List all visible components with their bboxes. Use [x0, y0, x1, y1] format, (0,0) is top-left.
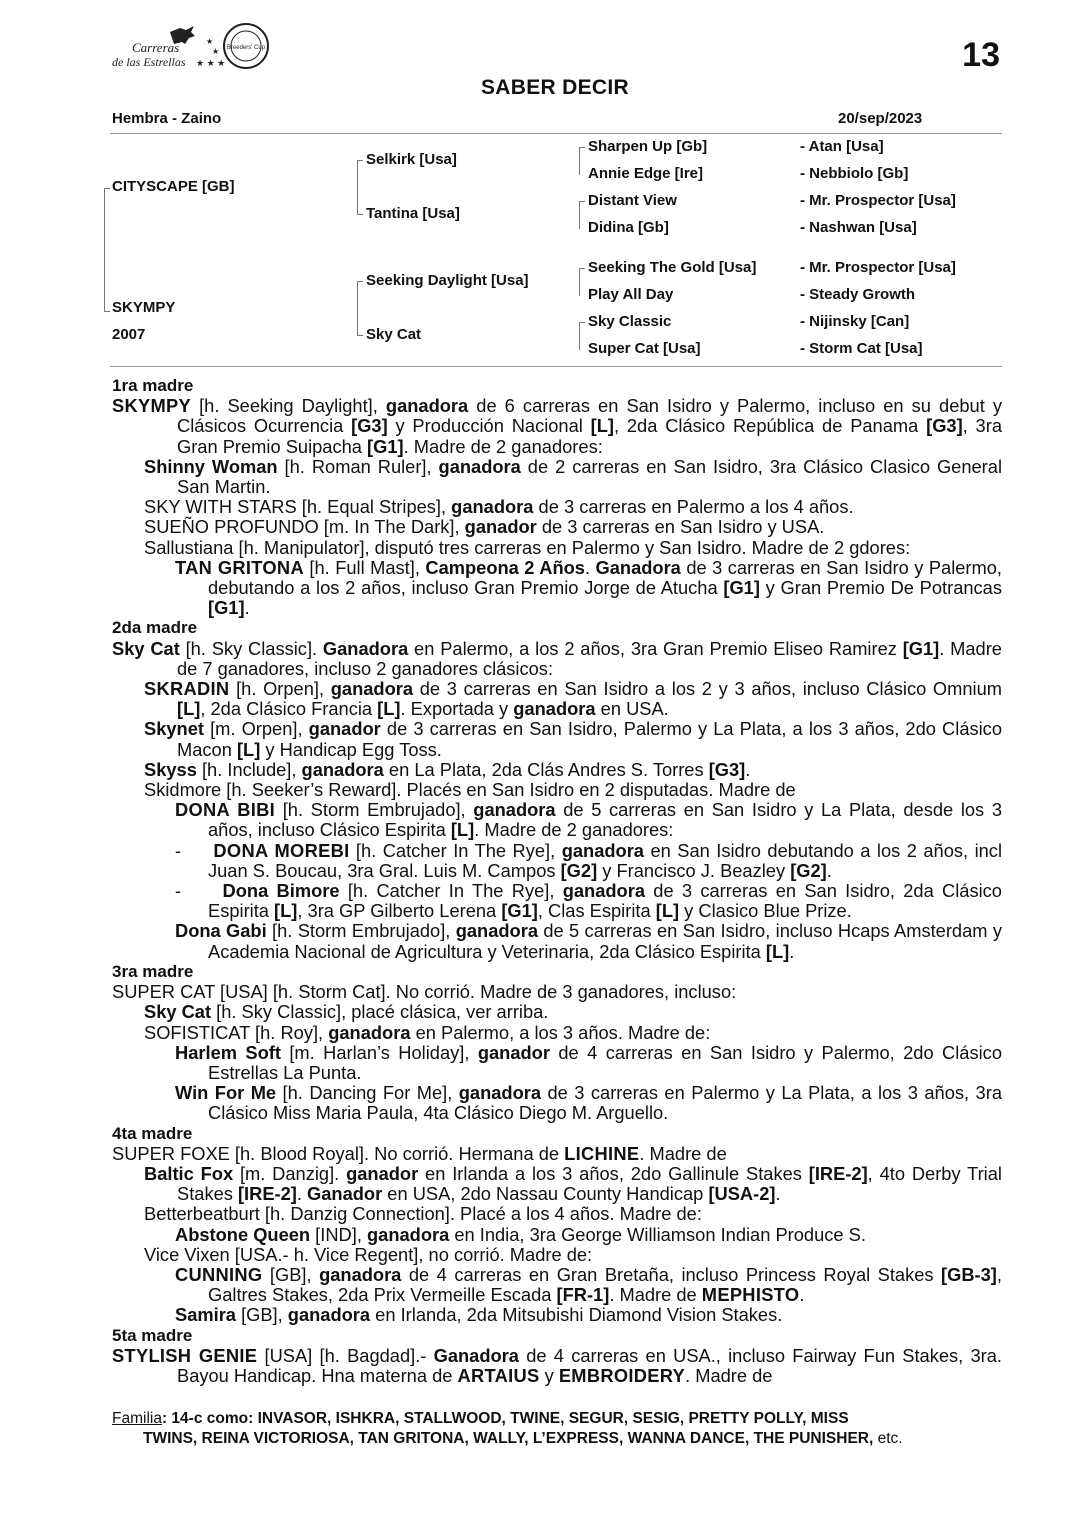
entry-sofisticat: SOFISTICAT [h. Roy], ganadora en Palermo, a los 3 años. Madre de:	[144, 1021, 711, 1043]
sale-date: 20/sep/2023	[838, 110, 923, 127]
ped-g3-3: Distant View	[588, 192, 677, 209]
ped-g3-5: Seeking The Gold [Usa]	[588, 259, 757, 276]
ped-g2-3: Seeking Daylight [Usa]	[366, 272, 529, 289]
entry-dona-gabi: Dona Gabi [h. Storm Embrujado], ganadora de 5 carreras en San Isidro, incluso Hcaps Amsterdam y Academia Nacional de Agricultura y Veterinaria, 2da Clásico Espirita [L].	[175, 920, 1002, 962]
entry-skynet: Skynet [m. Orpen], ganador de 3 carreras en San Isidro, Palermo y La Plata, a los 3 años, 2do Clásico Macon [L] y Handicap Egg Toss.	[144, 718, 1002, 760]
ped-g4-2: - Nebbiolo [Gb]	[800, 165, 909, 182]
svg-text:★: ★	[212, 47, 220, 56]
entry-super-foxe: SUPER FOXE [h. Blood Royal]. No corrió. Hermana de LICHINE. Madre de	[112, 1142, 727, 1164]
entry-win-for-me: Win For Me [h. Dancing For Me], ganadora de 3 carreras en Palermo y La Plata, a los 3 años, 3ra Clásico Miss Maria Paula, 4ta Clásico Diego M. Arguello.	[175, 1082, 1002, 1124]
section-4ta-madre: 4ta madre	[112, 1123, 193, 1143]
logo-text-2: de las Estrellas	[112, 55, 186, 69]
ped-g2-1: Selkirk [Usa]	[366, 151, 457, 168]
entry-baltic-fox: Baltic Fox [m. Danzig]. ganador en Irlanda a los 3 años, 2do Gallinule Stakes [IRE-2], 4to Derby Trial Stakes [IRE-2]. Ganador en USA, 2do Nassau County Handicap [USA-2].	[144, 1162, 1002, 1205]
logo-graphic	[110, 22, 280, 74]
entry-vice-vixen: Vice Vixen [USA.- h. Vice Regent], no corrió. Madre de:	[144, 1243, 593, 1265]
familia-etc: etc.	[877, 1430, 903, 1447]
entry-sallustiana: Sallustiana [h. Manipulator], disputó tres carreras en Palermo y San Isidro. Madre de 2 gdores:	[144, 536, 911, 558]
ped-g4-5: - Mr. Prospector [Usa]	[800, 259, 956, 276]
entry-skympy: SKYMPY [h. Seeking Daylight], ganadora de 6 carreras en San Isidro y Palermo, incluso en su debut y Clásicos Ocurrencia [G3] y Producción Nacional [L], 2da Clásico República de Panama [G3], 3ra Gran Premio Suipacha [G1]. Madre de 2 ganadores:	[112, 395, 1002, 457]
ped-g4-7: - Nijinsky [Can]	[800, 313, 910, 330]
ped-g2-4: Sky Cat	[366, 326, 422, 343]
section-3ra-madre: 3ra madre	[112, 961, 194, 981]
entry-sky-with-stars: SKY WITH STARS [h. Equal Stripes], ganadora de 3 carreras en Palermo a los 4 años.	[144, 496, 854, 518]
svg-text:★ ★ ★: ★ ★ ★	[196, 58, 226, 68]
familia-label: Familia	[112, 1410, 162, 1427]
entry-skradin: SKRADIN [h. Orpen], ganadora de 3 carreras en San Isidro a los 2 y 3 años, incluso Clásico Omnium [L], 2da Clásico Francia [L]. Exportada y ganadora en USA.	[144, 678, 1003, 720]
logo-text-1: Carreras	[132, 40, 180, 55]
familia-members-1: INVASOR, ISHKRA, STALLWOOD, TWINE, SEGUR, SESIG, PRETTY POLLY, MISS	[257, 1410, 849, 1427]
entry-skidmore: Skidmore [h. Seeker’s Reward]. Placés en San Isidro en 2 disputadas. Madre de	[144, 779, 796, 801]
entry-abstone-queen: Abstone Queen [IND], ganadora en India, 3ra George Williamson Indian Produce S.	[175, 1223, 866, 1245]
sex-color: Hembra - Zaino	[112, 110, 222, 127]
entry-sky-cat-2: Sky Cat [h. Sky Classic], placé clásica, ver arriba.	[144, 1001, 549, 1023]
familia-text: : 14-c como:	[161, 1410, 254, 1427]
section-2da-madre: 2da madre	[112, 618, 198, 638]
ped-g4-1: - Atan [Usa]	[800, 138, 884, 155]
section-5ta-madre: 5ta madre	[112, 1325, 193, 1345]
entry-stylish-genie: STYLISH GENIE [USA] [h. Bagdad].- Ganadora de 4 carreras en USA., incluso Fairway Fun Stakes, 3ra. Bayou Handicap. Hna materna de ARTAIUS y EMBROIDERY. Madre de	[112, 1344, 1003, 1386]
ped-dam-year: 2007	[112, 326, 146, 343]
ped-g4-8: - Storm Cat [Usa]	[800, 340, 923, 357]
section-1ra-madre: 1ra madre	[112, 376, 194, 395]
ped-sire: CITYSCAPE [GB]	[112, 178, 235, 195]
ped-g3-4: Didina [Gb]	[588, 219, 669, 236]
entry-dona-bibi: DONA BIBI [h. Storm Embrujado], ganadora de 5 carreras en San Isidro y La Plata, desde los 3 años, incluso Clásico Espirita [L]. Madre de 2 ganadores:	[175, 799, 1002, 841]
entry-sueno-profundo: SUEÑO PROFUNDO [m. In The Dark], ganador de 3 carreras en San Isidro y USA.	[144, 516, 825, 538]
logo	[110, 22, 280, 74]
horse-name: SABER DECIR	[481, 76, 629, 99]
entry-dona-morebi: - DONA MOREBI [h. Catcher In The Rye], ganadora en San Isidro debutando a los 2 años, incl Juan S. Boucau, 3ra Gral. Luis M. Campos [G2] y Francisco J. Beazley [G2].	[175, 839, 1003, 881]
ped-g3-2: Annie Edge [Ire]	[588, 165, 704, 182]
ped-g4-4: - Nashwan [Usa]	[800, 219, 917, 236]
entry-skyss: Skyss [h. Include], ganadora en La Plata, 2da Clás Andres S. Torres [G3].	[144, 758, 751, 780]
entry-dona-bimore: - Dona Bimore [h. Catcher In The Rye], ganadora de 3 carreras en San Isidro, 2da Clásico Espirita [L], 3ra GP Gilberto Lerena [G1], Clas Espirita [L] y Clasico Blue Prize.	[175, 880, 1002, 922]
female-family-text	[112, 376, 1002, 1386]
entry-cunning: CUNNING [GB], ganadora de 4 carreras en Gran Bretaña, incluso Princess Royal Stakes [GB-3], Galtres Stakes, 2da Prix Vermeille Escada [FR-1]. Madre de MEPHISTO.	[175, 1263, 1002, 1306]
entry-sky-cat: Sky Cat [h. Sky Classic]. Ganadora en Palermo, a los 2 años, 3ra Gran Premio Eliseo Ramirez [G1]. Madre de 7 ganadores, incluso 2 ganadores clásicos:	[112, 637, 1002, 679]
ped-g3-8: Super Cat [Usa]	[588, 340, 701, 357]
ped-dam: SKYMPY	[112, 299, 176, 316]
svg-text:★: ★	[206, 37, 214, 46]
entry-tan-gritona: TAN GRITONA [h. Full Mast], Campeona 2 Años. Ganadora de 3 carreras en San Isidro y Palermo, debutando a los 2 años, incluso Gran Premio Jorge de Atucha [G1] y Gran Premio De Potrancas [G1].	[175, 556, 1002, 619]
entry-samira: Samira [GB], ganadora en Irlanda, 2da Mitsubishi Diamond Vision Stakes.	[175, 1304, 783, 1326]
ped-g3-7: Sky Classic	[588, 313, 672, 330]
family-footer	[112, 1409, 1002, 1449]
badge-text: Breeders' Cup	[226, 45, 266, 51]
divider-top	[110, 133, 1002, 134]
ped-g4-3: - Mr. Prospector [Usa]	[800, 192, 956, 209]
divider-pedigree	[110, 366, 1002, 367]
entry-shinny-woman: Shinny Woman [h. Roman Ruler], ganadora de 2 carreras en San Isidro, 3ra Clásico Clasico General San Martin.	[144, 455, 1003, 498]
ped-g2-2: Tantina [Usa]	[366, 205, 460, 222]
ped-g4-6: - Steady Growth	[800, 286, 916, 303]
entry-betterbeatburt: Betterbeatburt [h. Danzig Connection]. Placé a los 4 años. Madre de:	[144, 1203, 702, 1225]
ped-g3-1: Sharpen Up [Gb]	[588, 138, 708, 155]
entry-harlem-soft: Harlem Soft [m. Harlan’s Holiday], ganador de 4 carreras en San Isidro y Palermo, 2do Clásico Estrellas La Punta.	[175, 1041, 1002, 1083]
ped-g3-6: Play All Day	[588, 286, 674, 303]
lot-number: 13	[962, 36, 1000, 74]
entry-super-cat: SUPER CAT [USA] [h. Storm Cat]. No corrió. Madre de 3 ganadores, incluso:	[112, 981, 737, 1003]
familia-members-2: TWINS, REINA VICTORIOSA, TAN GRITONA, WALLY, L’EXPRESS, WANNA DANCE, THE PUNISHER,	[143, 1430, 874, 1447]
